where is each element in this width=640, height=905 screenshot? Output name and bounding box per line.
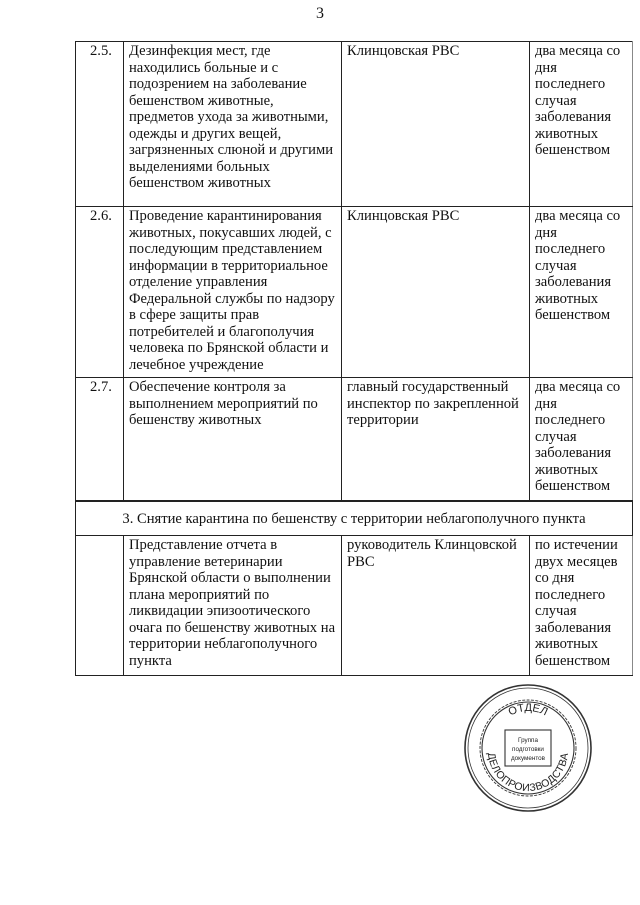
action-cell: Проведение карантинирования животных, покусавших людей, с последующим представлением информации в территориальное отделение управления Федеральной службы по надзору в сфере защиты прав потребителей и благополучия человека по Брянской области и лечебное учреждение — [124, 207, 342, 378]
action-cell: Дезинфекция мест, где находились больные и с подозрением на заболевание бешенством животные, предметов ухода за животными, одежды и других вещей, загрязненных слюной и другими выделениями больных бешенством животных — [124, 42, 342, 207]
section-header-row — [76, 501, 633, 536]
term-cell: два месяца со дня последнего случая заболевания животных бешенством — [530, 378, 633, 501]
stamp-top-text: ОТДЕЛ — [506, 701, 550, 719]
responsible-cell: Клинцовская РВС — [342, 207, 530, 378]
term-cell: два месяца со дня последнего случая заболевания животных бешенством — [530, 207, 633, 378]
responsible-cell: Клинцовская РВС — [342, 42, 530, 207]
responsible-cell: руководитель Клинцовской РВС — [342, 536, 530, 676]
table-row — [76, 378, 633, 501]
row-number: 2.7. — [76, 378, 124, 501]
action-cell: Обеспечение контроля за выполнением мероприятий по бешенству животных — [124, 378, 342, 501]
table-row — [76, 536, 633, 676]
table-row — [76, 207, 633, 378]
row-number: 2.6. — [76, 207, 124, 378]
office-stamp — [463, 683, 593, 813]
term-cell: по истечении двух месяцев со дня последнего случая заболевания животных бешенством — [530, 536, 633, 676]
page-number: 3 — [316, 5, 324, 22]
table-row — [76, 42, 633, 207]
row-number: 2.5. — [76, 42, 124, 207]
stamp-inner-line: документов — [510, 755, 546, 762]
responsible-cell: главный государственный инспектор по закрепленной территории — [342, 378, 530, 501]
row-number — [76, 536, 124, 676]
section-title: 3. Снятие карантина по бешенству с территории неблагополучного пункта — [76, 501, 633, 536]
stamp-inner-line: подготовки — [512, 746, 544, 753]
action-cell: Представление отчета в управление ветеринарии Брянской области о выполнении плана мероприятий по ликвидации эпизоотического очага по бешенству животных на территории неблагополучного пункта — [124, 536, 342, 676]
term-cell: два месяца со дня последнего случая заболевания животных бешенством — [530, 42, 633, 207]
measures-table — [75, 41, 633, 676]
stamp-inner-line: Группа — [518, 737, 538, 744]
stamp-bottom-text: ДЕЛОПРОИЗВОДСТВА — [484, 751, 572, 795]
